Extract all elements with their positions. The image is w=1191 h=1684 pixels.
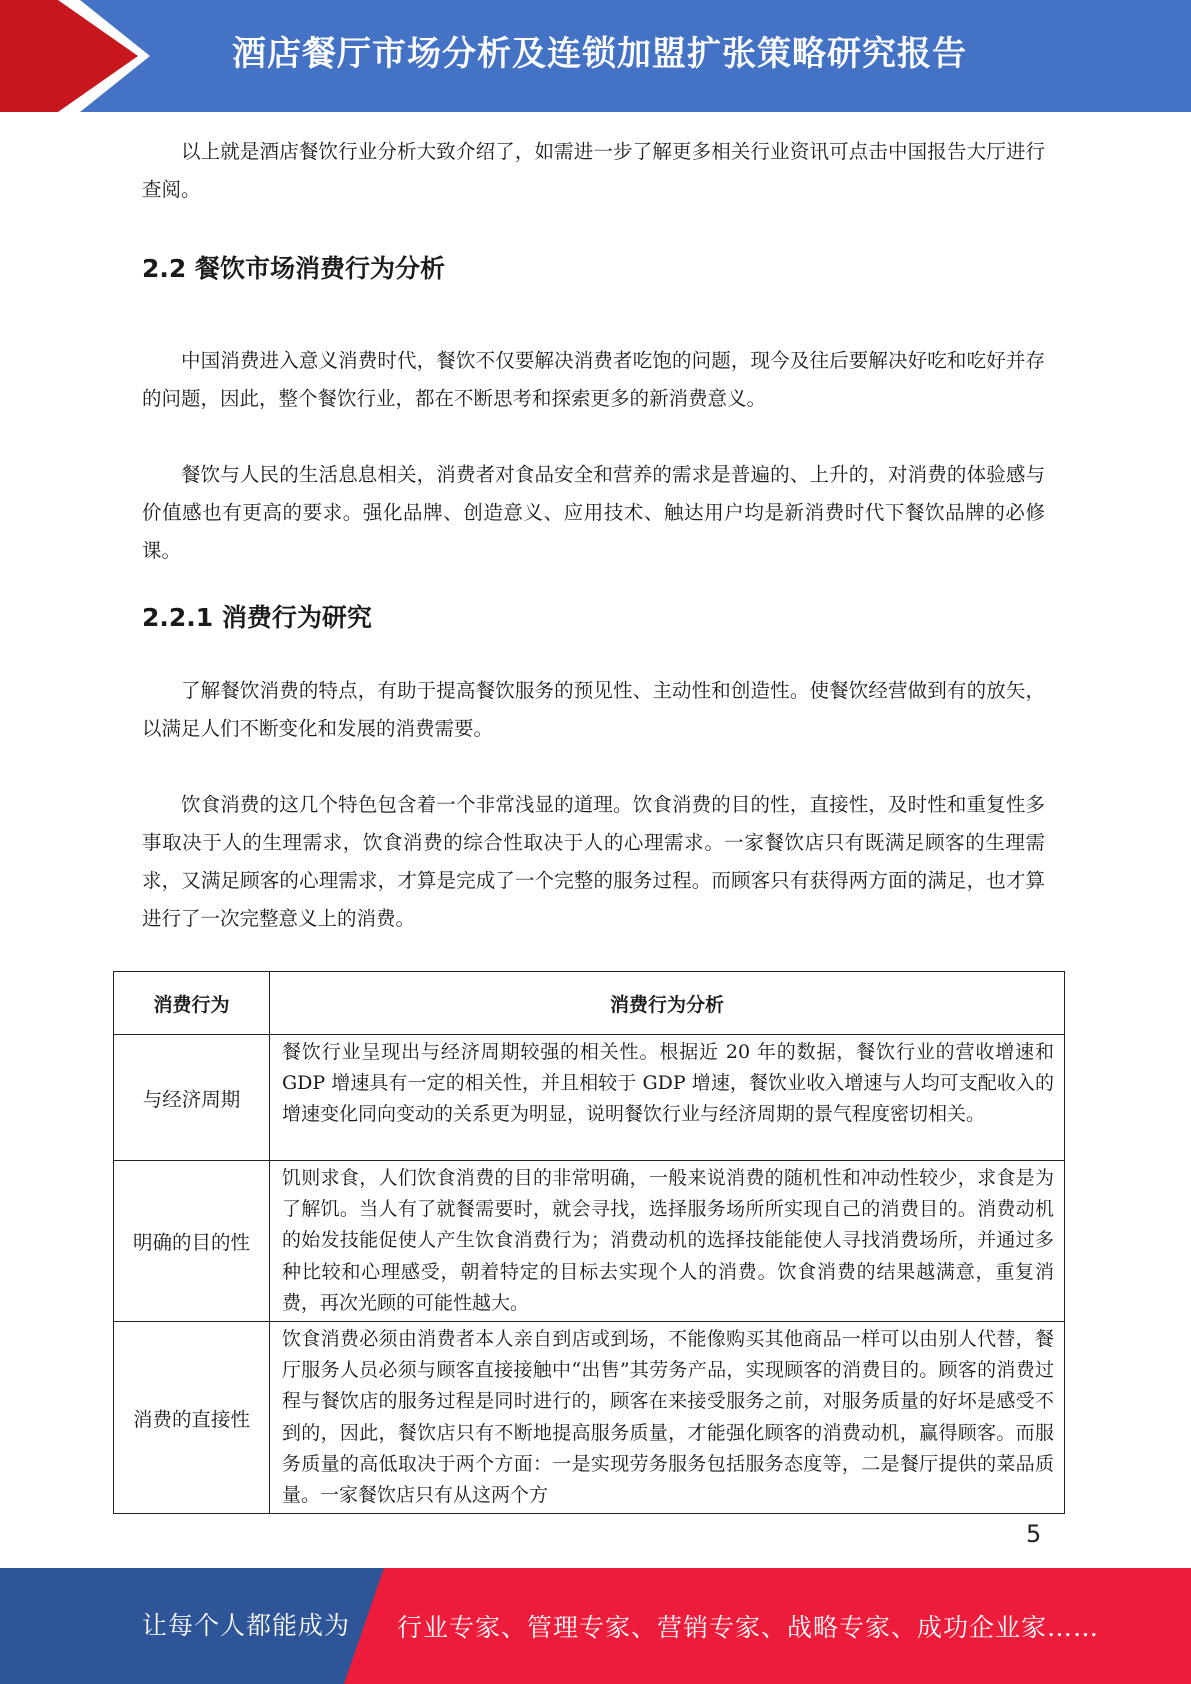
table-cell-category: 消费的直接性 [114, 1322, 270, 1514]
footer-slogan-left: 让每个人都能成为 [142, 1611, 351, 1640]
footer-slogan-right: 行业专家、管理专家、营销专家、战略专家、成功企业家…… [397, 1613, 1100, 1642]
header-banner [0, 0, 1191, 112]
intro-paragraph-block [142, 133, 1045, 209]
section-2-2-heading: 2.2 餐饮市场消费行为分析 [142, 254, 445, 283]
table-row [114, 1161, 1065, 1322]
table-row [114, 1035, 1065, 1161]
section-2-2-1-p1-block [142, 672, 1045, 748]
section-2-2-heading-block [142, 252, 1045, 286]
table-cell-category: 与经济周期 [114, 1035, 270, 1161]
page-number: 5 [1026, 1520, 1042, 1548]
table-header-behavior: 消费行为 [114, 972, 270, 1035]
section-2-2-paragraph-1: 中国消费进入意义消费时代，餐饮不仅要解决消费者吃饱的问题，现今及往后要解决好吃和吃好并存的问题，因此，整个餐饮行业，都在不断思考和探索更多的新消费意义。 [142, 349, 1045, 410]
footer-banner [0, 1568, 1191, 1684]
table-cell-analysis: 餐饮行业呈现出与经济周期较强的相关性。根据近 20 年的数据，餐饮行业的营收增速和 GDP 增速具有一定的相关性，并且相较于 GDP 增速，餐饮业收入增速与人均可支配收入的增速变化同向变动的关系更为明显，说明餐饮行业与经济周期的景气程度密切相关。 [270, 1035, 1065, 1161]
table-header-row [114, 972, 1065, 1035]
section-2-2-1-paragraph-1: 了解餐饮消费的特点，有助于提高餐饮服务的预见性、主动性和创造性。使餐饮经营做到有的放矢，以满足人们不断变化和发展的消费需要。 [142, 679, 1045, 740]
table-cell-category: 明确的目的性 [114, 1161, 270, 1322]
table-cell-analysis: 饮食消费必须由消费者本人亲自到店或到场，不能像购买其他商品一样可以由别人代替，餐厅服务人员必须与顾客直接接触中“出售”其劳务产品，实现顾客的消费目的。顾客的消费过程与餐饮店的服务过程是同时进行的，顾客在来接受服务之前，对服务质量的好坏是感受不到的，因此，餐饮店只有不断地提高服务质量，才能强化顾客的消费动机，赢得顾客。而服务质量的高低取决于两个方面：一是实现劳务服务包括服务态度等，二是餐厅提供的菜品质量。一家餐饮店只有从这两个方 [270, 1322, 1065, 1514]
intro-paragraph: 以上就是酒店餐饮行业分析大致介绍了，如需进一步了解更多相关行业资讯可点击中国报告大厅进行查阅。 [142, 140, 1045, 201]
section-2-2-1-heading-block [142, 601, 1045, 635]
table-cell-analysis: 饥则求食，人们饮食消费的目的非常明确，一般来说消费的随机性和冲动性较少，求食是为了解饥。当人有了就餐需要时，就会寻找，选择服务场所所实现自己的消费目的。消费动机的始发技能促使人产生饮食消费行为；消费动机的选择技能能使人寻找消费场所，并通过多种比较和心理感受，朝着特定的目标去实现个人的消费。饮食消费的结果越满意，重复消费，再次光顾的可能性越大。 [270, 1161, 1065, 1322]
section-2-2-1-heading: 2.2.1 消费行为研究 [142, 603, 372, 632]
section-2-2-1-p2-block [142, 786, 1045, 938]
table-header-analysis: 消费行为分析 [270, 972, 1065, 1035]
section-2-2-p1-block [142, 342, 1045, 418]
consumer-behavior-table [113, 971, 1065, 1514]
table-row [114, 1322, 1065, 1514]
section-2-2-paragraph-2: 餐饮与人民的生活息息相关，消费者对食品安全和营养的需求是普遍的、上升的，对消费的体验感与价值感也有更高的要求。强化品牌、创造意义、应用技术、触达用户均是新消费时代下餐饮品牌的必修课。 [142, 463, 1045, 562]
section-2-2-p2-block [142, 456, 1045, 570]
section-2-2-1-paragraph-2: 饮食消费的这几个特色包含着一个非常浅显的道理。饮食消费的目的性，直接性，及时性和重复性多事取决于人的生理需求，饮食消费的综合性取决于人的心理需求。一家餐饮店只有既满足顾客的生理需求，又满足顾客的心理需求，才算是完成了一个完整的服务过程。而顾客只有获得两方面的满足，也才算进行了一次完整意义上的消费。 [142, 793, 1045, 930]
document-title: 酒店餐厅市场分析及连锁加盟扩张策略研究报告 [232, 34, 967, 74]
